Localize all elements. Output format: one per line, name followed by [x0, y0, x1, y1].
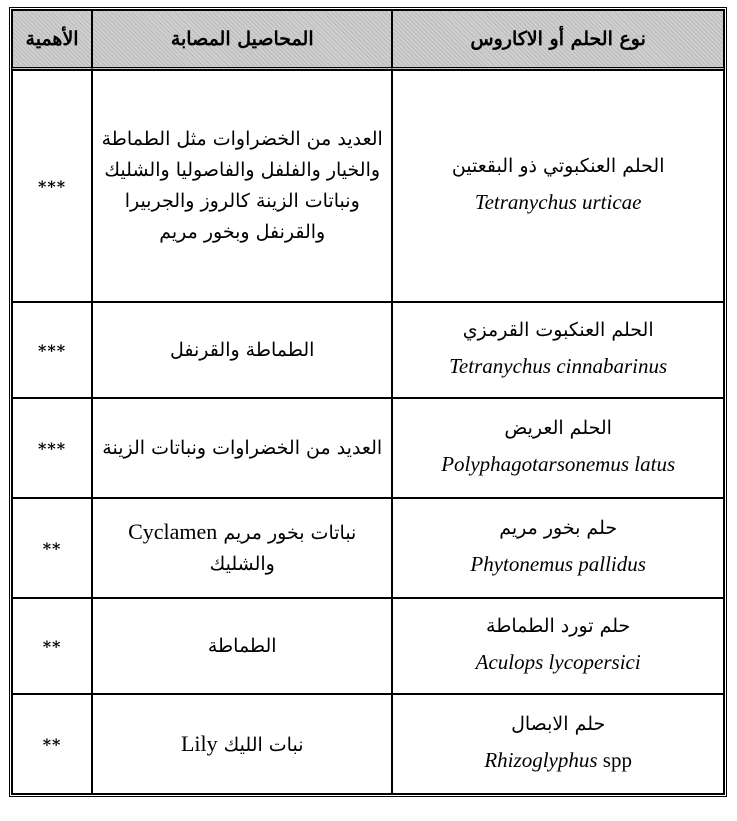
crops-cell — [92, 498, 392, 598]
crops-arabic-text: نبات الليك — [223, 733, 304, 756]
importance-cell: *** — [12, 70, 92, 302]
crops-cell: الطماطة والقرنفل — [92, 302, 392, 398]
mite-arabic-name: حلم الابصال — [511, 712, 606, 735]
mite-arabic-name: الحلم العنكبوت القرمزي — [462, 318, 654, 341]
mite-latin-name: Aculops lycopersici — [475, 649, 641, 674]
header-mite-type: نوع الحلم أو الاكاروس — [392, 10, 724, 70]
crops-arabic-text: نباتات بخور مريم — [223, 522, 357, 544]
mite-latin-name: Phytonemus pallidus — [470, 551, 646, 576]
mite-arabic-name: حلم بخور مريم — [499, 516, 618, 539]
importance-cell: *** — [12, 398, 92, 498]
mites-table — [9, 7, 727, 797]
importance-cell: *** — [12, 302, 92, 398]
crops-latin-text: Cyclamen — [128, 519, 218, 544]
mite-cell — [392, 598, 724, 694]
mite-cell — [392, 302, 724, 398]
importance-cell: ** — [12, 498, 92, 598]
crops-arabic-text-2: والشليك — [209, 553, 275, 575]
mite-latin-name: Tetranychus cinnabarinus — [449, 353, 668, 378]
crops-cell — [92, 694, 392, 794]
mite-latin-name — [397, 740, 719, 780]
mite-arabic-name: الحلم العنكبوتي ذو البقعتين — [451, 154, 665, 177]
mite-cell — [392, 398, 724, 498]
crops-cell: الطماطة — [92, 598, 392, 694]
header-importance: الأهمية — [12, 10, 92, 70]
mite-cell — [392, 498, 724, 598]
header-row — [12, 10, 724, 70]
mite-latin-name: Polyphagotarsonemus latus — [441, 451, 676, 476]
mite-cell — [392, 694, 724, 794]
table-row — [12, 398, 724, 498]
table-row — [12, 498, 724, 598]
table-row — [12, 302, 724, 398]
importance-cell: ** — [12, 694, 92, 794]
header-crops: المحاصيل المصابة — [92, 10, 392, 70]
mite-latin-suffix: spp — [602, 747, 632, 772]
table-row — [12, 70, 724, 302]
table-row — [12, 694, 724, 794]
mite-arabic-name: الحلم العريض — [504, 416, 612, 439]
importance-cell: ** — [12, 598, 92, 694]
table-row — [12, 598, 724, 694]
crops-cell: العديد من الخضراوات مثل الطماطة والخيار والفلفل والفاصوليا والشليك ونباتات الزينة كالروز والجربيرا والقرنفل وبخور مريم — [92, 70, 392, 302]
crops-latin-text: Lily — [180, 730, 218, 756]
crops-cell: العديد من الخضراوات ونباتات الزينة — [92, 398, 392, 498]
mite-arabic-name: حلم تورد الطماطة — [486, 614, 631, 637]
mite-cell — [392, 70, 724, 302]
mite-latin-genus: Rhizoglyphus — [484, 747, 598, 772]
mite-latin-name: Tetranychus urticae — [474, 189, 642, 214]
